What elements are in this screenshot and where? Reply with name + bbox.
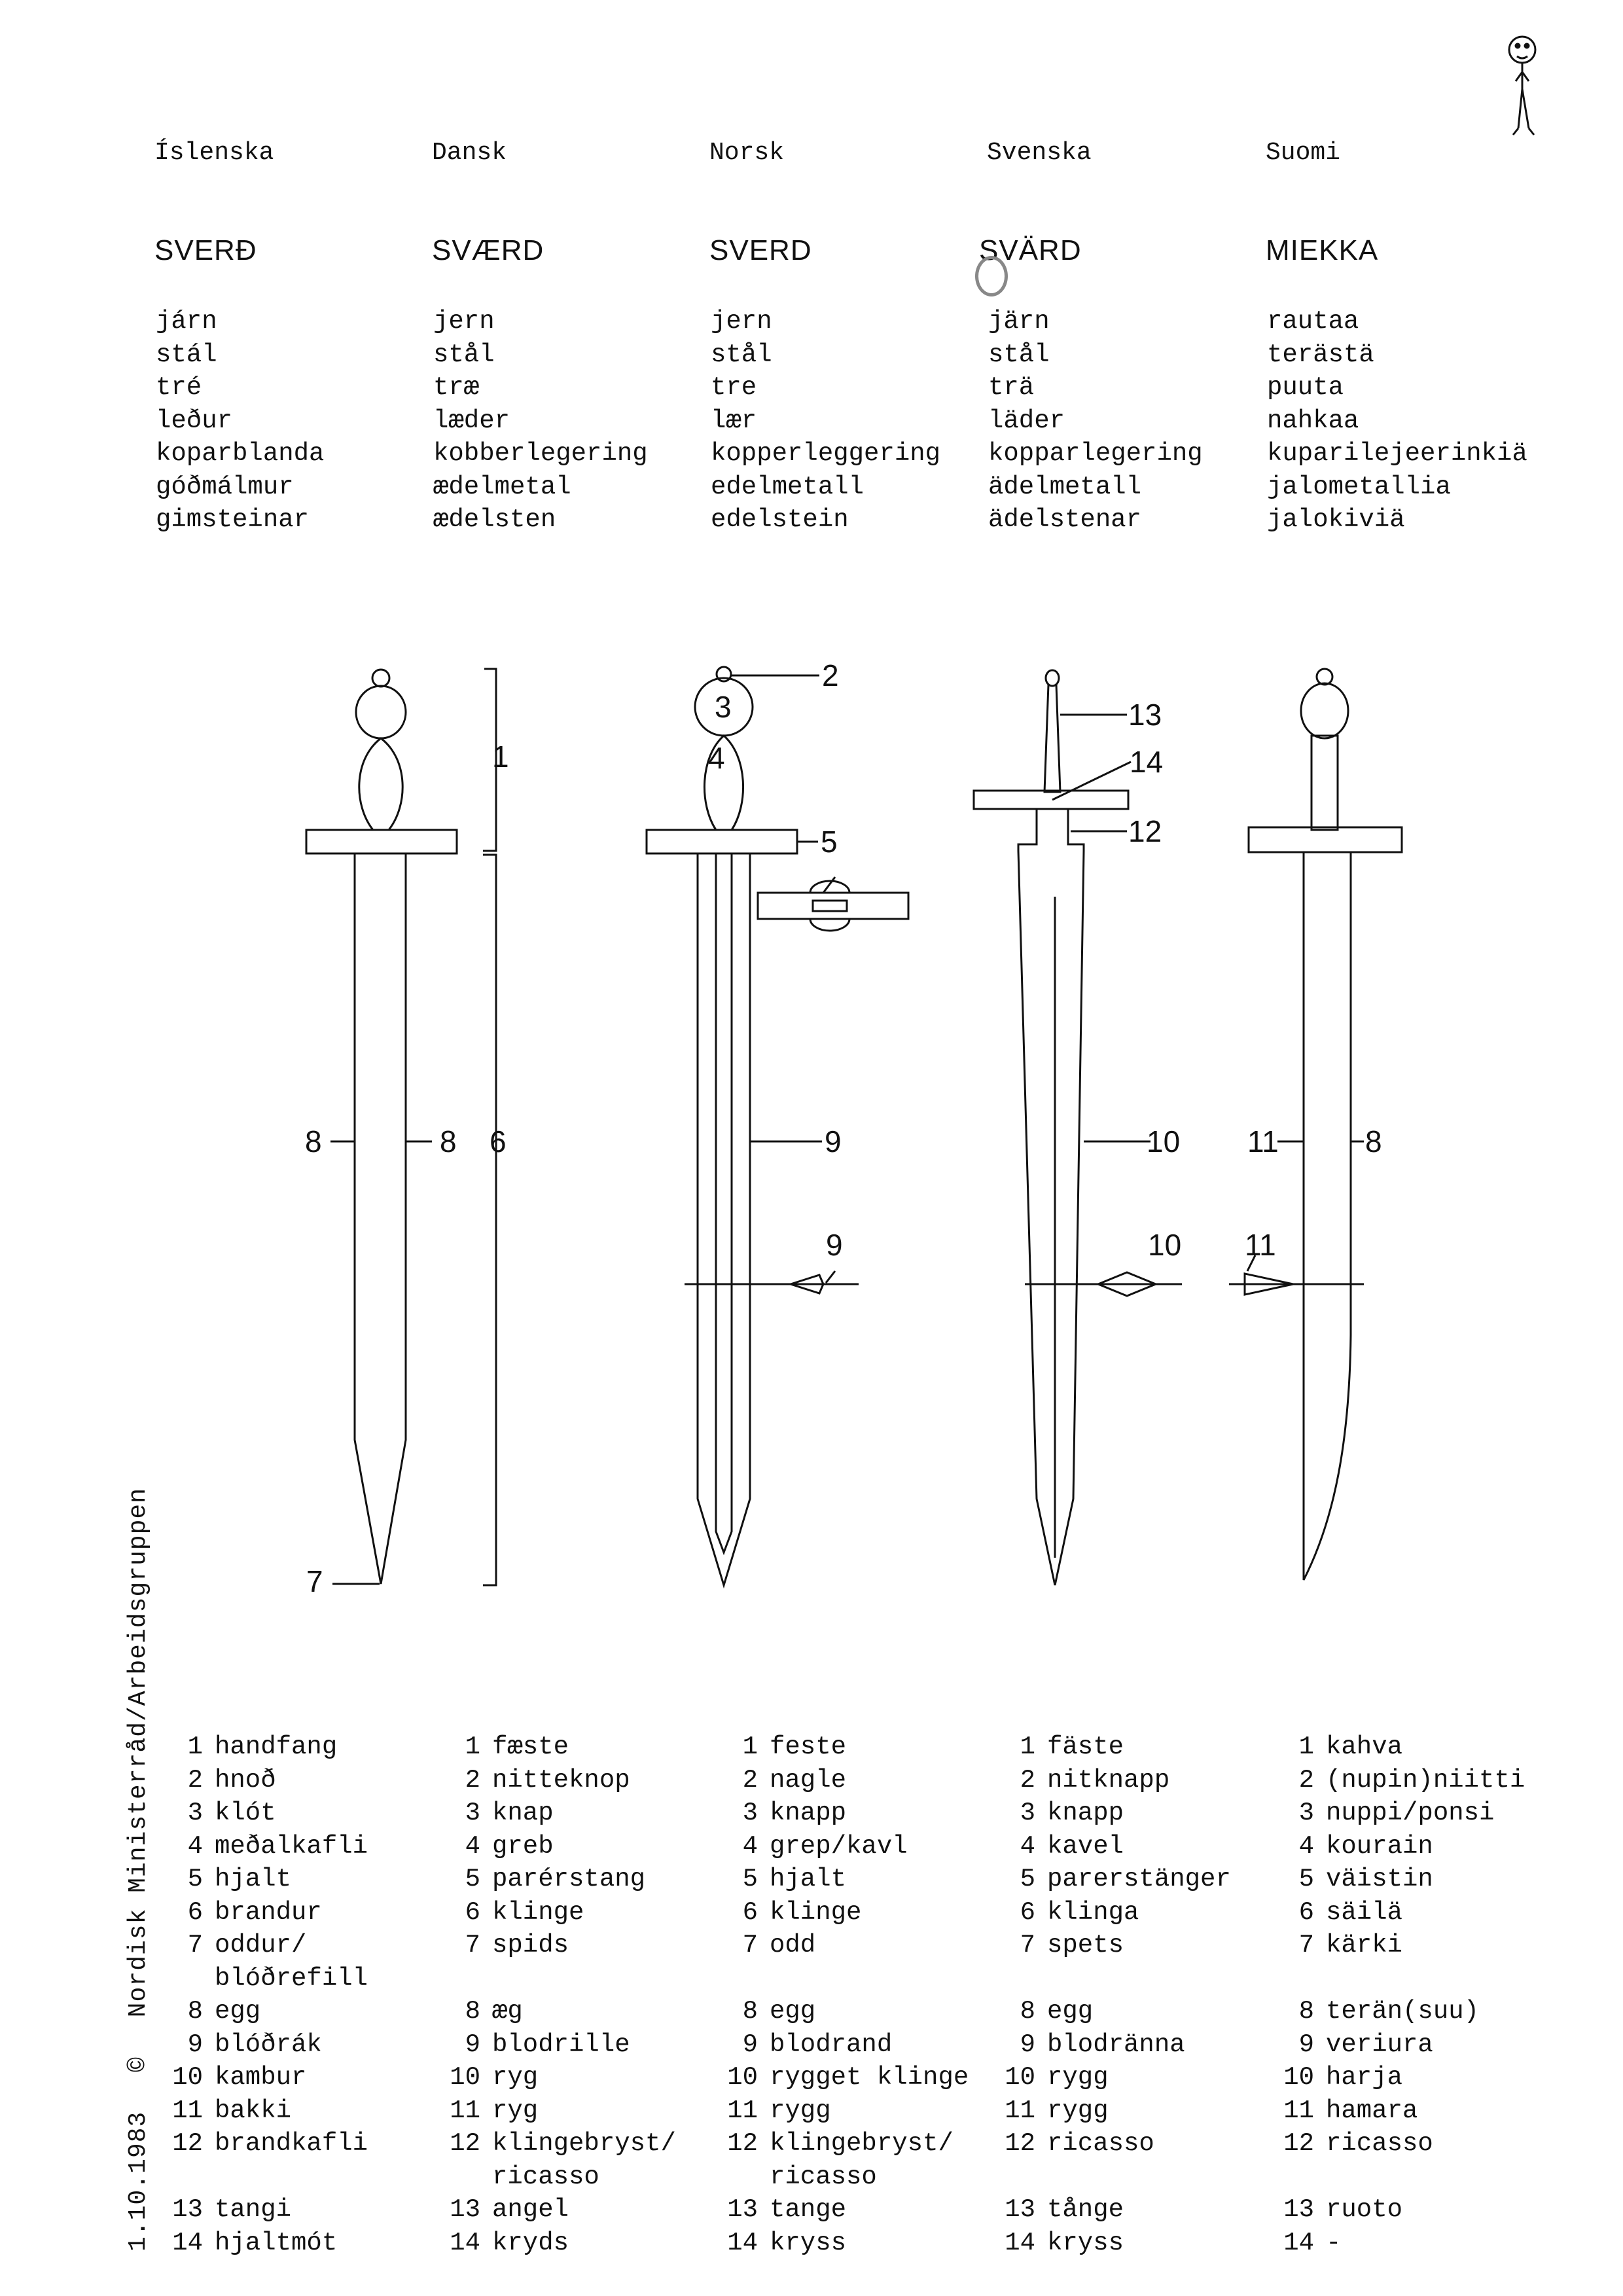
term-item [1268, 1764, 1525, 1797]
term-item [990, 1731, 1231, 1764]
label-s2-fuller: 9 [825, 1124, 842, 1158]
term-item [157, 2028, 368, 2062]
term-item [990, 1764, 1231, 1797]
label-s4-back-section: 11 [1245, 1228, 1276, 1262]
material-item: stål [988, 340, 1050, 369]
material-item: stål [711, 340, 772, 369]
language-header-icelandic: Íslenska [154, 139, 274, 167]
material-item: läder [988, 406, 1065, 435]
label-s3-ricasso: 12 [1128, 814, 1162, 848]
term-text: tånge [1047, 2195, 1124, 2224]
term-text: brandkafli [215, 2129, 368, 2158]
term-number: 3 [1298, 1799, 1314, 1827]
term-text: rygg [1047, 2096, 1109, 2125]
term-continuation: ricasso [492, 2162, 599, 2191]
term-item [990, 1896, 1231, 1929]
term-item [990, 1929, 1231, 1962]
term-item [157, 2061, 368, 2094]
term-text: kavel [1047, 1831, 1124, 1861]
term-number: 3 [742, 1799, 758, 1827]
material-item: koparblanda [156, 439, 325, 468]
term-number: 7 [1298, 1931, 1314, 1960]
material-item: lær [711, 406, 757, 435]
term-item [157, 1764, 368, 1797]
term-text: ricasso [1047, 2129, 1154, 2158]
term-text: hamara [1326, 2096, 1418, 2125]
term-continuation: blóðrefill [215, 1964, 368, 1993]
term-item [1268, 2227, 1525, 2260]
footer-publisher: Nordisk Ministerråd/Arbeidsgruppen [124, 1488, 152, 2018]
label-s4-edge: 8 [1365, 1124, 1382, 1158]
term-number: 9 [742, 2030, 758, 2059]
term-item [157, 1995, 368, 2028]
term-text: nuppi/ponsi [1326, 1799, 1495, 1827]
term-text: blodrille [492, 2030, 630, 2059]
term-item [712, 1830, 969, 1863]
term-text: bakki [215, 2096, 292, 2125]
term-number: 14 [450, 2228, 480, 2257]
material-item: tre [711, 373, 757, 402]
term-number: 11 [172, 2096, 203, 2125]
term-continuation [157, 2161, 368, 2194]
term-item [990, 2227, 1231, 2260]
term-item [712, 2094, 969, 2128]
term-number: 13 [1005, 2195, 1035, 2224]
term-text: rygget klinge [770, 2063, 969, 2092]
term-text: (nupin)niitti [1326, 1765, 1525, 1795]
term-number: 10 [1283, 2063, 1314, 2092]
term-text: klót [215, 1799, 276, 1827]
term-number: 7 [1020, 1931, 1035, 1960]
title-norwegian: SVERD [709, 234, 812, 266]
term-item [157, 1830, 368, 1863]
term-item [435, 1797, 676, 1830]
term-continuation [1268, 2161, 1525, 2194]
term-number: 11 [1283, 2096, 1314, 2125]
term-text: angel [492, 2195, 569, 2224]
material-item: stál [156, 340, 217, 369]
term-item [157, 1797, 368, 1830]
term-item [712, 1929, 969, 1962]
material-item: ædelsten [433, 505, 556, 534]
term-number: 12 [1283, 2129, 1314, 2158]
material-item: trä [988, 373, 1035, 402]
term-number: 7 [187, 1931, 203, 1960]
term-item [435, 2127, 676, 2161]
term-text: kärki [1326, 1931, 1403, 1960]
term-text: tangi [215, 2195, 292, 2224]
term-text: tange [770, 2195, 847, 2224]
title-swedish-text: SVÄRD [979, 234, 1082, 266]
term-text: kambur [215, 2063, 307, 2092]
material-item: kopperleggering [711, 439, 941, 468]
term-number: 6 [465, 1897, 480, 1927]
term-text: kryss [770, 2228, 847, 2257]
term-text: klingebryst/ [492, 2129, 676, 2158]
term-number: 12 [172, 2129, 203, 2158]
term-number: 3 [187, 1799, 203, 1827]
term-item [435, 2193, 676, 2227]
label-s3-back-section: 10 [1148, 1228, 1182, 1262]
material-item: jalometallia [1267, 472, 1451, 501]
term-item [712, 1764, 969, 1797]
label-s4-back: 11 [1247, 1124, 1279, 1158]
material-item: nahkaa [1267, 406, 1359, 435]
material-item: kuparilejeerinkiä [1267, 439, 1527, 468]
material-item: góðmálmur [156, 472, 294, 501]
term-number: 1 [1020, 1732, 1035, 1761]
term-number: 13 [172, 2195, 203, 2224]
figure-doodle [1509, 37, 1535, 135]
term-number: 2 [465, 1765, 480, 1795]
terms-list-norwegian [712, 1731, 969, 2259]
term-number: 9 [187, 2030, 203, 2059]
term-number: 14 [172, 2228, 203, 2257]
term-number: 2 [1298, 1765, 1314, 1795]
material-item: læder [433, 406, 510, 435]
term-item [712, 1863, 969, 1896]
term-text: fäste [1047, 1732, 1124, 1761]
footer-date: 1.10.1983 [124, 2111, 152, 2251]
term-text: hjaltmót [215, 2228, 338, 2257]
term-item [990, 1863, 1231, 1896]
term-number: 4 [187, 1831, 203, 1861]
term-item [157, 1929, 368, 1962]
material-item: järn [988, 307, 1050, 336]
term-text: kahva [1326, 1732, 1403, 1761]
term-item [1268, 2127, 1525, 2161]
term-item [712, 2193, 969, 2227]
sword-1 [306, 669, 496, 1585]
term-item [157, 1731, 368, 1764]
term-text: kryss [1047, 2228, 1124, 2257]
term-item [990, 2127, 1231, 2161]
language-header-finnish: Suomi [1266, 139, 1341, 167]
term-number: 4 [742, 1831, 758, 1861]
term-text: greb [492, 1831, 554, 1861]
term-text: egg [215, 1997, 261, 2026]
term-item [435, 1764, 676, 1797]
term-number: 6 [1298, 1897, 1314, 1927]
term-number: 13 [727, 2195, 758, 2224]
term-item [157, 1863, 368, 1896]
terms-list-icelandic [157, 1731, 368, 2259]
term-number: 14 [1283, 2228, 1314, 2257]
label-s2-rivet: 2 [822, 658, 839, 692]
term-item [712, 2127, 969, 2161]
term-number: 8 [465, 1997, 480, 2026]
term-text: parérstang [492, 1865, 646, 1893]
term-number: 12 [1005, 2129, 1035, 2158]
language-header-swedish: Svenska [987, 139, 1092, 167]
term-text: knapp [1047, 1799, 1124, 1827]
term-text: veriura [1326, 2030, 1433, 2059]
term-number: 13 [1283, 2195, 1314, 2224]
term-number: 1 [187, 1732, 203, 1761]
term-item [1268, 1863, 1525, 1896]
term-number: 7 [465, 1931, 480, 1960]
term-text: blóðrák [215, 2030, 322, 2059]
term-text: rygg [1047, 2063, 1109, 2092]
material-item: kobberlegering [433, 439, 648, 468]
term-text: brandur [215, 1897, 322, 1927]
term-item [1268, 2061, 1525, 2094]
term-text: meðalkafli [215, 1831, 368, 1861]
term-continuation [435, 1962, 676, 1996]
term-text: feste [770, 1732, 847, 1761]
term-item [435, 1929, 676, 1962]
term-text: klinge [492, 1897, 584, 1927]
term-number: 1 [742, 1732, 758, 1761]
term-number: 10 [1005, 2063, 1035, 2092]
label-s2-guard: 5 [821, 825, 838, 859]
term-item [157, 2127, 368, 2161]
term-number: 3 [465, 1799, 480, 1827]
term-number: 11 [450, 2096, 480, 2125]
term-number: 7 [742, 1931, 758, 1960]
term-number: 6 [1020, 1897, 1035, 1927]
label-s1-point: 7 [306, 1564, 323, 1598]
term-item [435, 1731, 676, 1764]
term-number: 4 [465, 1831, 480, 1861]
term-item [1268, 1797, 1525, 1830]
term-number: 10 [172, 2063, 203, 2092]
footer-vertical [124, 1488, 152, 2251]
term-item [435, 1896, 676, 1929]
term-text: knap [492, 1799, 554, 1827]
term-number: 10 [727, 2063, 758, 2092]
term-item [1268, 2193, 1525, 2227]
term-text: handfang [215, 1732, 338, 1761]
term-text: väistin [1326, 1865, 1433, 1893]
copyright-symbol: © [124, 2056, 152, 2072]
term-number: 8 [187, 1997, 203, 2026]
term-text: säilä [1326, 1897, 1403, 1927]
language-header-norwegian: Norsk [709, 139, 785, 167]
term-text: grep/kavl [770, 1831, 908, 1861]
term-text: klinge [770, 1897, 862, 1927]
terms-list-finnish [1268, 1731, 1525, 2259]
term-number: 4 [1020, 1831, 1035, 1861]
material-item: tré [156, 373, 202, 402]
term-item [712, 2227, 969, 2260]
term-item [1268, 2094, 1525, 2128]
title-danish: SVÆRD [432, 234, 544, 266]
language-header-danish: Dansk [432, 139, 507, 167]
term-item [990, 2094, 1231, 2128]
label-s1-grip: 1 [492, 740, 509, 774]
term-item [435, 2094, 676, 2128]
term-item [157, 2193, 368, 2227]
term-text: blodränna [1047, 2030, 1185, 2059]
term-text: terän(suu) [1326, 1997, 1480, 2026]
term-number: 12 [450, 2129, 480, 2158]
term-item [1268, 1995, 1525, 2028]
term-text: egg [1047, 1997, 1094, 2026]
term-item [990, 1797, 1231, 1830]
material-item: leður [156, 406, 233, 435]
material-item: stål [433, 340, 495, 369]
material-item: ädelmetall [988, 472, 1142, 501]
term-item [435, 1995, 676, 2028]
material-item: edelstein [711, 505, 849, 534]
term-item [157, 2094, 368, 2128]
title-finnish: MIEKKA [1266, 234, 1379, 266]
term-item [990, 2061, 1231, 2094]
term-text: egg [770, 1997, 816, 2026]
label-s2-fuller-section: 9 [826, 1228, 843, 1262]
term-number: 5 [187, 1865, 203, 1893]
term-item [435, 2227, 676, 2260]
term-text: æg [492, 1997, 523, 2026]
term-item [990, 2028, 1231, 2062]
term-text: ricasso [1326, 2129, 1433, 2158]
term-item [712, 2028, 969, 2062]
label-s3-cross: 14 [1130, 745, 1164, 779]
material-item: gimsteinar [156, 505, 310, 534]
term-number: 10 [450, 2063, 480, 2092]
material-item: puuta [1267, 373, 1344, 402]
term-text: rygg [770, 2096, 831, 2125]
term-item [1268, 1830, 1525, 1863]
sword-2 [647, 667, 908, 1585]
term-text: kourain [1326, 1831, 1433, 1861]
material-item: rautaa [1267, 307, 1359, 336]
term-text: knapp [770, 1799, 847, 1827]
label-s2-grip: 4 [708, 741, 725, 775]
label-s1-blade: 6 [490, 1124, 507, 1158]
term-text: hnoð [215, 1765, 276, 1795]
term-number: 12 [727, 2129, 758, 2158]
term-text: nitknapp [1047, 1765, 1170, 1795]
material-item: jern [433, 307, 495, 336]
term-text: parerstänger [1047, 1865, 1231, 1893]
term-text: ruoto [1326, 2195, 1403, 2224]
term-text: blodrand [770, 2030, 893, 2059]
term-number: 5 [742, 1865, 758, 1893]
material-item: járn [156, 307, 217, 336]
term-item [712, 1995, 969, 2028]
term-item [1268, 1896, 1525, 1929]
term-number: 2 [742, 1765, 758, 1795]
material-item: terästä [1267, 340, 1374, 369]
term-item [990, 2193, 1231, 2227]
term-number: 14 [727, 2228, 758, 2257]
term-continuation [712, 1962, 969, 1996]
term-item [435, 2028, 676, 2062]
term-number: 11 [1005, 2096, 1035, 2125]
term-number: 13 [450, 2195, 480, 2224]
term-item [157, 2227, 368, 2260]
term-text: spids [492, 1931, 569, 1960]
term-number: 2 [187, 1765, 203, 1795]
term-continuation [1268, 1962, 1525, 1996]
term-number: 9 [465, 2030, 480, 2059]
term-number: 6 [742, 1897, 758, 1927]
term-text: klinga [1047, 1897, 1139, 1927]
term-number: 2 [1020, 1765, 1035, 1795]
term-text: nitteknop [492, 1765, 630, 1795]
term-item [1268, 1929, 1525, 1962]
term-item [712, 1797, 969, 1830]
material-item: edelmetall [711, 472, 865, 501]
term-item [712, 1896, 969, 1929]
term-item [435, 2061, 676, 2094]
label-s1-edge-right: 8 [440, 1124, 457, 1158]
term-text: hjalt [215, 1865, 292, 1893]
term-number: 5 [1298, 1865, 1314, 1893]
terms-list-swedish [990, 1731, 1231, 2259]
term-item [712, 2061, 969, 2094]
term-continuation: ricasso [770, 2162, 877, 2191]
term-text: fæste [492, 1732, 569, 1761]
term-number: 5 [465, 1865, 480, 1893]
label-s1-edge-left: 8 [305, 1124, 322, 1158]
term-text: odd [770, 1931, 816, 1960]
term-item [990, 1830, 1231, 1863]
term-number: 9 [1020, 2030, 1035, 2059]
term-text: ryg [492, 2063, 539, 2092]
term-text: ryg [492, 2096, 539, 2125]
term-number: 3 [1020, 1799, 1035, 1827]
term-text: harja [1326, 2063, 1403, 2092]
term-number: 8 [1020, 1997, 1035, 2026]
material-item: træ [433, 373, 480, 402]
term-item [435, 1863, 676, 1896]
term-text: spets [1047, 1931, 1124, 1960]
term-number: 1 [1298, 1732, 1314, 1761]
term-number: 9 [1298, 2030, 1314, 2059]
material-item: jern [711, 307, 772, 336]
term-text: - [1326, 2228, 1342, 2257]
term-number: 14 [1005, 2228, 1035, 2257]
term-item [157, 1896, 368, 1929]
title-icelandic: SVERÐ [154, 234, 257, 266]
material-item: jalokiviä [1267, 505, 1405, 534]
term-number: 6 [187, 1897, 203, 1927]
term-number: 8 [742, 1997, 758, 2026]
material-item: ædelmetal [433, 472, 571, 501]
label-s3-back: 10 [1147, 1124, 1181, 1158]
term-number: 4 [1298, 1831, 1314, 1861]
term-item [990, 1995, 1231, 2028]
term-number: 5 [1020, 1865, 1035, 1893]
terms-list-danish [435, 1731, 676, 2259]
material-item: kopparlegering [988, 439, 1203, 468]
material-item: ädelstenar [988, 505, 1142, 534]
term-text: klingebryst/ [770, 2129, 954, 2158]
term-item [1268, 1731, 1525, 1764]
term-text: oddur/ [215, 1931, 307, 1960]
label-s3-tang: 13 [1128, 698, 1162, 732]
term-text: nagle [770, 1765, 847, 1795]
term-text: kryds [492, 2228, 569, 2257]
term-item [1268, 2028, 1525, 2062]
label-s2-pommel: 3 [715, 690, 732, 724]
term-item [712, 1731, 969, 1764]
term-continuation [990, 2161, 1231, 2194]
term-continuation [990, 1962, 1231, 1996]
term-item [435, 1830, 676, 1863]
term-number: 8 [1298, 1997, 1314, 2026]
term-number: 11 [727, 2096, 758, 2125]
term-text: hjalt [770, 1865, 847, 1893]
term-number: 1 [465, 1732, 480, 1761]
